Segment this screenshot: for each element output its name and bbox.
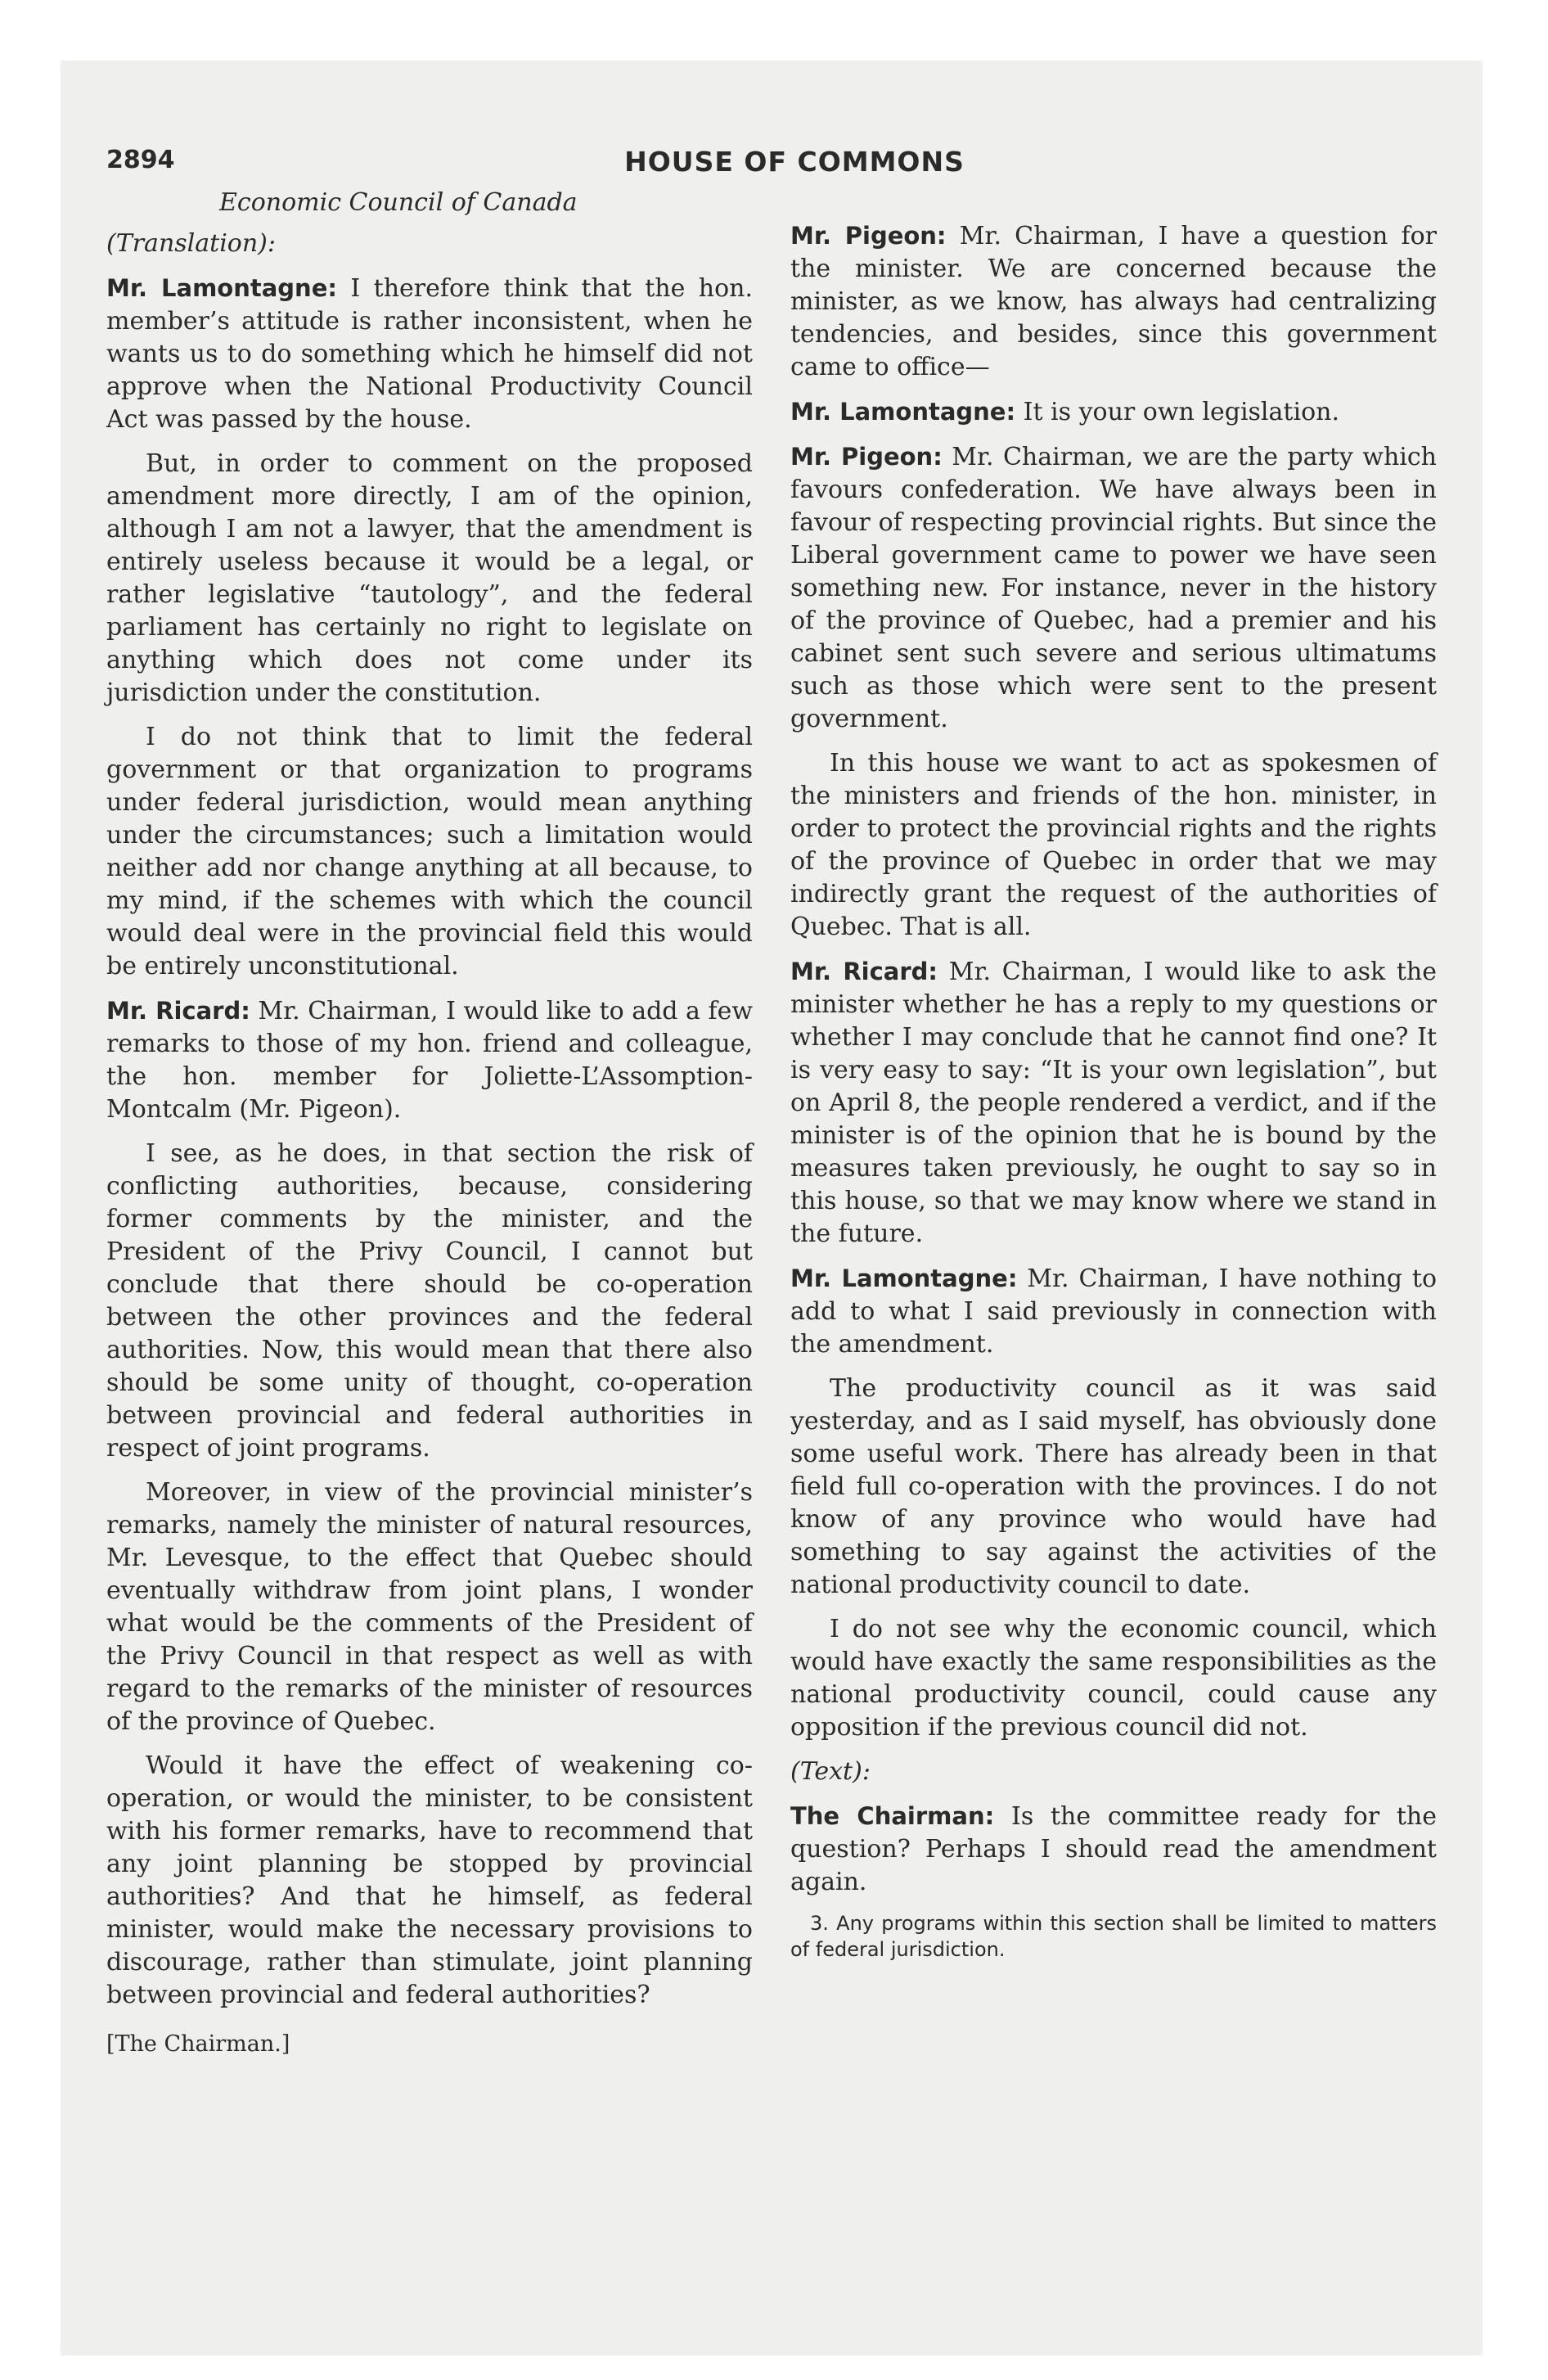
speaker-name: Mr. Ricard: [790,958,938,985]
speech-text: Mr. Chairman, I would like to add a few remarks to those of my hon. friend and colleague, the hon. member for Joliette-L’Assomption-Montcalm (Mr. Pigeon). [106,997,754,1124]
speaker-name: Mr. Pigeon: [790,443,943,471]
speech-paragraph [106,994,753,1126]
paragraph: I do not see why the economic council, which would have exactly the same responsibilities as the national productivity council, could cause any opposition if the previous council did not. [790,1615,1437,1742]
speech-paragraph [790,1262,1437,1361]
attribution: [The Chairman.] [106,2031,290,2057]
translation-label: (Translation): [106,229,276,258]
speech-paragraph [790,395,1437,429]
speech-paragraph [106,272,753,436]
speaker-name: Mr. Ricard: [106,997,250,1025]
speech-paragraph [790,1800,1437,1899]
speech-text: I therefore think that the hon. member’s attitude is rather inconsistent, when he wants us to do something which he himself did not approve when the National Productivity Council Act was passed by the house. [106,274,753,434]
speaker-name: Mr. Lamontagne: [106,274,337,302]
page-number: 2894 [106,146,175,174]
paragraph: Moreover, in view of the provincial minister’s remarks, namely the minister of natural resources, Mr. Levesque, to the effect that Quebec should eventually withdraw from joint plans, I wonder what would be the comments of the President of the Privy Council in that respect as well as with regard to the remarks of the minister of resources of the province of Quebec. [106,1478,753,1736]
speech-text: It is your own legislation. [1015,398,1339,426]
paragraph: Would it have the effect of weakening co-operation, or would the minister, to be consistent with his former remarks, have to recommend that any joint planning be stopped by provincial authorities? And that he himself, as federal minister, would make the necessary provisions to discourage, rather than stimulate, joint planning between provincial and federal authorities? [106,1751,753,2009]
section-title: Economic Council of Canada [219,188,578,217]
speech-text: Mr. Chairman, I would like to ask the minister whether he has a reply to my questions or whether I may conclude that he cannot find one? It is very easy to say: “It is your own legislation”, but on April 8, the people rendered a verdict, and if the minister is of the opinion that he is bound by the measures taken previously, he ought to say so in this house, so that we may know where we stand in the future. [790,958,1438,1248]
running-head: HOUSE OF COMMONS [624,146,965,178]
speech-text: Mr. Chairman, we are the party which favours confederation. We have always been in favour of respecting provincial rights. But since the Liberal government came to power we have seen something new. For instance, never in the history of the province of Quebec, had a premier and his cabinet sent such severe and serious ultimatums such as those which were sent to the present government. [790,443,1437,733]
speech-paragraph [790,955,1437,1251]
left-column [106,187,753,2061]
speech-paragraph [790,219,1437,384]
paragraph: I do not think that to limit the federal government or that organization to programs under federal jurisdiction, would mean anything under the circumstances; such a limitation would neither add nor change anything at all because, to my mind, if the schemes with which the council would deal were in the provincial field this would be entirely unconstitutional. [106,723,753,980]
footnote: 3. Any programs within this section shall be limited to matters of federal jurisdiction. [790,1912,1437,1961]
speech-paragraph [790,440,1437,736]
paragraph: In this house we want to act as spokesmen of the ministers and friends of the hon. minister, in order to protect the provincial rights and the rights of the province of Quebec in order that we may indirectly grant the request of the authorities of Quebec. That is all. [790,749,1437,941]
speech-text: Mr. Chairman, I have a question for the minister. We are concerned because the minister, as we know, has always had centralizing tendencies, and besides, since this government came to office— [790,222,1437,381]
speech-text: Is the committee ready for the question? Perhaps I should read the amendment again. [790,1802,1437,1896]
speaker-name: Mr. Pigeon: [790,222,947,250]
right-column [790,219,1437,1963]
paragraph: But, in order to comment on the proposed amendment more directly, I am of the opinion, although I am not a lawyer, that the amendment is entirely useless because it would be a legal, or rather legislative “tautology”, and the federal parliament has certainly no right to legislate on anything which does not come under its jurisdiction under the constitution. [106,449,753,707]
speaker-name: The Chairman: [790,1802,995,1830]
text-label: (Text): [790,1757,871,1786]
speaker-name: Mr. Lamontagne: [790,1264,1018,1292]
page-header [106,146,1483,187]
paragraph: The productivity council as it was said yesterday, and as I said myself, has obviously done some useful work. There has already been in that field full co-operation with the provinces. I do not know of any province who would have had something to say against the activities of the national productivity council to date. [790,1374,1437,1599]
speech-text: Mr. Chairman, I have nothing to add to what I said previously in connection with the amendment. [790,1264,1438,1359]
speaker-name: Mr. Lamontagne: [790,398,1016,426]
paragraph: I see, as he does, in that section the risk of conflicting authorities, because, considering former comments by the minister, and the President of the Privy Council, I cannot but conclude that there should be co-operation between the other provinces and the federal authorities. Now, this would mean that there also should be some unity of thought, co-operation between provincial and federal authorities in respect of joint programs. [106,1139,753,1463]
